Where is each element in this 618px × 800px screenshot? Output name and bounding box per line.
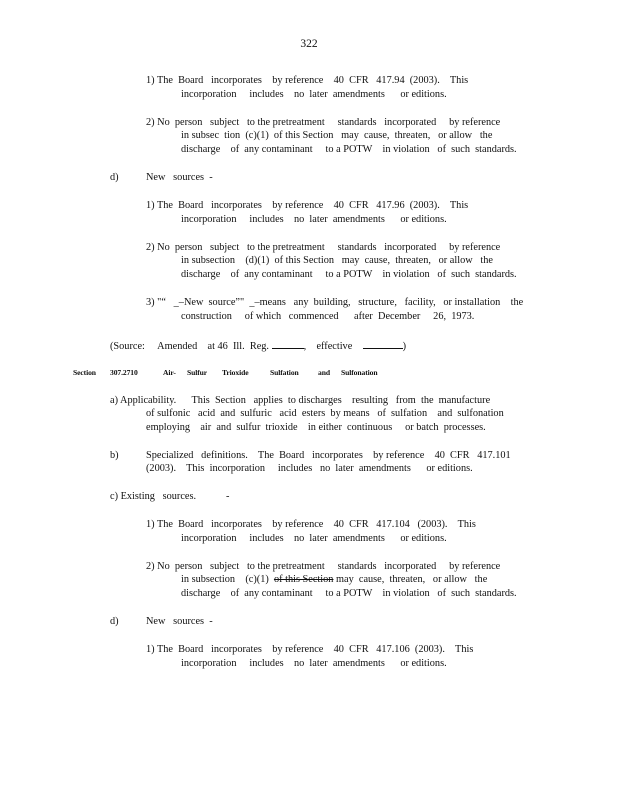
subsection-d2-heading: New sources - — [146, 616, 213, 627]
d2-line3: discharge of any contaminant to a POTW in violation of such standards. — [181, 269, 517, 280]
subsection-d2-label: d) — [110, 616, 119, 627]
existing-sources-heading: c) Existing sources. — [110, 491, 197, 502]
existing-sources-dash: - — [226, 491, 230, 502]
definitions-line2: (2003). This incorporation includes no later amendments or editions. — [146, 463, 473, 474]
section-title-word-3: Trioxide — [222, 368, 249, 377]
section-title-word-1: Air- — [163, 368, 176, 377]
c2-line2: in subsec tion (c)(1) of this Section may cause, threaten, or allow the — [181, 130, 493, 141]
source-note-suffix: ) — [402, 341, 407, 352]
definitions-label: b) — [110, 450, 119, 461]
subsection-d-label: d) — [110, 172, 119, 183]
definitions-line1: Specialized definitions. The Board incorporates by reference 40 CFR 417.101 — [146, 450, 511, 461]
e2-line1: 2) No person subject to the pretreatment standards incorporated by reference — [146, 561, 501, 572]
d2-line1: 2) No person subject to the pretreatment standards incorporated by reference — [146, 242, 501, 253]
effective-date-blank — [363, 339, 403, 349]
f1-line2: incorporation includes no later amendments or editions. — [181, 658, 447, 669]
section-title-word-5: and — [318, 368, 330, 377]
subsection-d-heading: New sources - — [146, 172, 213, 183]
c1-line2: incorporation includes no later amendments or editions. — [181, 89, 447, 100]
page-number: 322 — [300, 38, 318, 50]
applicability-line2: of sulfonic acid and sulfuric acid esters by means of sulfation and sulfonation — [146, 408, 504, 419]
d3-line2: construction of which commenced after December 26, 1973. — [181, 311, 475, 322]
source-note-mid: , effective — [303, 341, 353, 352]
source-note — [110, 339, 406, 353]
d1-line2: incorporation includes no later amendments or editions. — [181, 214, 447, 225]
e2-line3: discharge of any contaminant to a POTW in violation of such standards. — [181, 588, 517, 599]
section-number: 307.2710 — [110, 368, 138, 377]
c2-line1: 2) No person subject to the pretreatment standards incorporated by reference — [146, 117, 501, 128]
e1-line1: 1) The Board incorporates by reference 40 CFR 417.104 (2003). This — [146, 519, 476, 530]
c1-line1: 1) The Board incorporates by reference 40 CFR 417.94 (2003). This — [146, 75, 469, 86]
section-title-word-4: Sulfation — [270, 368, 299, 377]
e2-line2-start: in subsection (c)(1) — [181, 574, 274, 585]
section-title-word-2: Sulfur — [187, 368, 208, 377]
register-blank — [272, 339, 304, 349]
e2-line2 — [181, 574, 487, 586]
applicability-line1: a) Applicability. This Section applies to discharges resulting from the manufacture — [110, 395, 491, 406]
struck-text: of this Section — [273, 574, 334, 585]
c2-line3: discharge of any contaminant to a POTW in violation of such standards. — [181, 144, 517, 155]
section-label: Section — [73, 368, 96, 377]
e1-line2: incorporation includes no later amendments or editions. — [181, 533, 447, 544]
e2-line2-end: may cause, threaten, or allow the — [333, 574, 488, 585]
d3-line1: 3) "“ _–New source”" _–means any building, structure, facility, or installation the — [146, 297, 524, 308]
section-title-word-6: Sulfonation — [341, 368, 378, 377]
f1-line1: 1) The Board incorporates by reference 40 CFR 417.106 (2003). This — [146, 644, 474, 655]
source-note-prefix: (Source: Amended at 46 Ill. Reg. — [110, 341, 269, 352]
d1-line1: 1) The Board incorporates by reference 40 CFR 417.96 (2003). This — [146, 200, 469, 211]
d2-line2: in subsection (d)(1) of this Section may cause, threaten, or allow the — [181, 255, 493, 266]
applicability-line3: employing air and sulfur trioxide in either continuous or batch processes. — [146, 422, 486, 433]
